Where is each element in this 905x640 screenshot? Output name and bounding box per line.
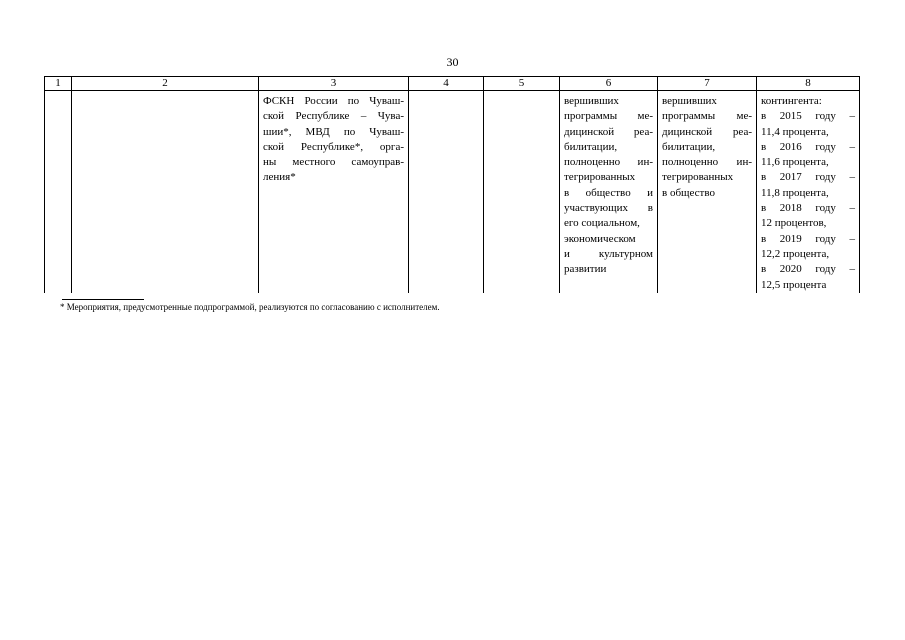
- table-row: [45, 91, 860, 293]
- indicator-line: 12,2 процента,: [761, 247, 830, 260]
- indicator-line: 12,5 процента: [761, 278, 827, 291]
- indicator-line: в 2019 году –: [761, 232, 855, 245]
- header-col-6: 6: [560, 77, 658, 91]
- footnote-divider: [62, 299, 144, 300]
- executor-line: ской Республике – Чува-: [263, 110, 404, 123]
- result-line: в общество: [662, 186, 715, 199]
- header-col-5: 5: [484, 77, 560, 91]
- result-line: и культурном: [564, 247, 653, 260]
- cell-col-6-result: [560, 91, 658, 293]
- indicator-line: в 2016 году –: [761, 140, 855, 153]
- executor-line: ФСКН России по Чуваш-: [263, 95, 404, 107]
- cell-col-4: [409, 91, 484, 293]
- indicator-line: 11,8 процента,: [761, 186, 829, 199]
- indicator-line: в 2017 году –: [761, 171, 855, 184]
- result-line: тегрированных: [662, 171, 734, 184]
- indicator-line: в 2018 году –: [761, 202, 855, 215]
- result-line: полноценно ин-: [564, 156, 653, 169]
- result-line: его социальном,: [564, 217, 640, 230]
- result-line: дицинской реа-: [662, 125, 752, 138]
- result-line: дицинской реа-: [564, 125, 653, 138]
- result-line: развитии: [564, 263, 607, 276]
- result-line: билитации,: [662, 140, 716, 153]
- header-col-3: 3: [259, 77, 409, 91]
- result-line: вершивших: [564, 95, 619, 107]
- result-line: тегрированных: [564, 171, 636, 184]
- header-col-8: 8: [757, 77, 860, 91]
- result-line: полноценно ин-: [662, 156, 752, 169]
- header-col-2: 2: [72, 77, 259, 91]
- result-line: экономическом: [564, 232, 636, 245]
- cell-col-8-indicators: [757, 91, 860, 293]
- indicator-line: 11,6 процента,: [761, 156, 829, 169]
- cell-col-7-result: [658, 91, 757, 293]
- cell-col-3-executors: [259, 91, 409, 293]
- indicator-line: контингента:: [761, 95, 822, 107]
- executor-line: шии*, МВД по Чуваш-: [263, 125, 404, 138]
- indicator-line: 11,4 процента,: [761, 125, 829, 138]
- header-row: [45, 77, 860, 91]
- header-col-4: 4: [409, 77, 484, 91]
- executor-line: ны местного самоуправ-: [263, 156, 404, 169]
- header-col-1: 1: [45, 77, 72, 91]
- indicator-line: 12 процентов,: [761, 217, 827, 230]
- executor-line: ления*: [263, 171, 296, 184]
- result-line: участвующих в: [564, 202, 653, 215]
- result-line: программы ме-: [564, 110, 653, 123]
- result-line: вершивших: [662, 95, 717, 107]
- indicator-line: в 2020 году –: [761, 263, 855, 276]
- page-number: 30: [446, 55, 459, 69]
- result-line: программы ме-: [662, 110, 752, 123]
- header-col-7: 7: [658, 77, 757, 91]
- result-line: билитации,: [564, 140, 618, 153]
- cell-col-2: [72, 91, 259, 293]
- indicator-line: в 2015 году –: [761, 110, 855, 123]
- result-line: в обществo и: [564, 186, 653, 199]
- cell-col-1: [45, 91, 72, 293]
- footnote: * Мероприятия, предусмотренные подпрограммой, реализуются по согласованию с исполнителем.: [60, 302, 440, 312]
- cell-col-5: [484, 91, 560, 293]
- program-table: [44, 76, 860, 293]
- executor-line: ской Республике*, орга-: [263, 140, 404, 153]
